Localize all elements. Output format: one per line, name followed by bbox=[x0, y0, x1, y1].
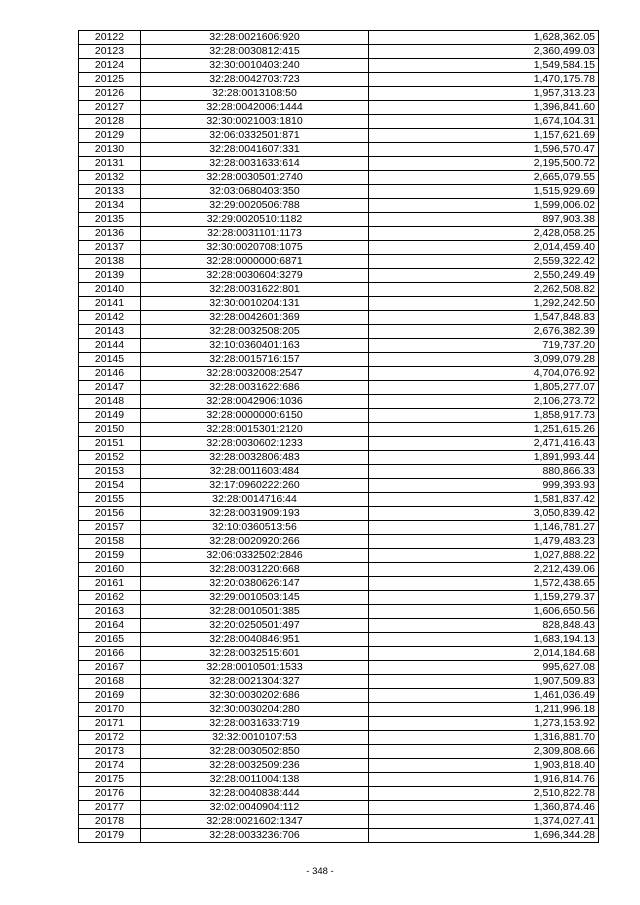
table-row bbox=[79, 479, 599, 493]
cadastral-number-cell: 32:02:0040904:112 bbox=[141, 801, 369, 815]
table-row bbox=[79, 563, 599, 577]
cadastral-number-cell: 32:28:0000000:6150 bbox=[141, 409, 369, 423]
cadastral-value-cell: 2,428,058.25 bbox=[369, 227, 599, 241]
record-number-cell: 20156 bbox=[79, 507, 141, 521]
cadastral-value-cell: 2,014,184.68 bbox=[369, 647, 599, 661]
record-number-cell: 20123 bbox=[79, 45, 141, 59]
cadastral-number-cell: 32:28:0030501:2740 bbox=[141, 171, 369, 185]
record-number-cell: 20147 bbox=[79, 381, 141, 395]
record-number-cell: 20127 bbox=[79, 101, 141, 115]
cadastral-number-cell: 32:28:0042906:1036 bbox=[141, 395, 369, 409]
table-row bbox=[79, 759, 599, 773]
table-row bbox=[79, 115, 599, 129]
cadastral-value-cell: 1,957,313.23 bbox=[369, 87, 599, 101]
table-row bbox=[79, 213, 599, 227]
record-number-cell: 20174 bbox=[79, 759, 141, 773]
cadastral-value-cell: 1,907,509.83 bbox=[369, 675, 599, 689]
cadastral-number-cell: 32:28:0031622:686 bbox=[141, 381, 369, 395]
record-number-cell: 20143 bbox=[79, 325, 141, 339]
cadastral-value-cell: 1,572,438.65 bbox=[369, 577, 599, 591]
cadastral-value-cell: 1,596,570.47 bbox=[369, 143, 599, 157]
record-number-cell: 20167 bbox=[79, 661, 141, 675]
cadastral-number-cell: 32:10:0360513:56 bbox=[141, 521, 369, 535]
table-row bbox=[79, 381, 599, 395]
table-row bbox=[79, 451, 599, 465]
record-number-cell: 20138 bbox=[79, 255, 141, 269]
table-row bbox=[79, 577, 599, 591]
cadastral-number-cell: 32:20:0250501:497 bbox=[141, 619, 369, 633]
cadastral-value-cell: 1,461,036.49 bbox=[369, 689, 599, 703]
cadastral-number-cell: 32:28:0042703:723 bbox=[141, 73, 369, 87]
record-number-cell: 20177 bbox=[79, 801, 141, 815]
cadastral-value-cell: 1,027,888.22 bbox=[369, 549, 599, 563]
cadastral-value-cell: 880,866.33 bbox=[369, 465, 599, 479]
record-number-cell: 20132 bbox=[79, 171, 141, 185]
cadastral-number-cell: 32:28:0031101:1173 bbox=[141, 227, 369, 241]
table-row bbox=[79, 269, 599, 283]
record-number-cell: 20128 bbox=[79, 115, 141, 129]
cadastral-number-cell: 32:28:0041607:331 bbox=[141, 143, 369, 157]
record-number-cell: 20175 bbox=[79, 773, 141, 787]
table-row bbox=[79, 661, 599, 675]
cadastral-number-cell: 32:28:0030812:415 bbox=[141, 45, 369, 59]
table-row bbox=[79, 311, 599, 325]
cadastral-value-cell: 2,550,249.49 bbox=[369, 269, 599, 283]
cadastral-value-cell: 1,581,837.42 bbox=[369, 493, 599, 507]
cadastral-value-cell: 1,360,874.46 bbox=[369, 801, 599, 815]
cadastral-value-cell: 1,628,362.05 bbox=[369, 31, 599, 45]
cadastral-number-cell: 32:29:0020506:788 bbox=[141, 199, 369, 213]
cadastral-value-cell: 1,674,104.31 bbox=[369, 115, 599, 129]
record-number-cell: 20162 bbox=[79, 591, 141, 605]
cadastral-value-cell: 2,262,508.82 bbox=[369, 283, 599, 297]
record-number-cell: 20160 bbox=[79, 563, 141, 577]
table-row bbox=[79, 297, 599, 311]
cadastral-value-cell: 3,050,839.42 bbox=[369, 507, 599, 521]
record-number-cell: 20148 bbox=[79, 395, 141, 409]
table-row bbox=[79, 283, 599, 297]
table-row bbox=[79, 717, 599, 731]
table-row bbox=[79, 241, 599, 255]
record-number-cell: 20141 bbox=[79, 297, 141, 311]
record-number-cell: 20134 bbox=[79, 199, 141, 213]
table-row bbox=[79, 815, 599, 829]
cadastral-value-cell: 1,251,615.26 bbox=[369, 423, 599, 437]
cadastral-value-cell: 2,360,499.03 bbox=[369, 45, 599, 59]
cadastral-number-cell: 32:28:0030604:3279 bbox=[141, 269, 369, 283]
record-number-cell: 20151 bbox=[79, 437, 141, 451]
record-number-cell: 20168 bbox=[79, 675, 141, 689]
cadastral-value-cell: 1,515,929.69 bbox=[369, 185, 599, 199]
table-row bbox=[79, 171, 599, 185]
table-row bbox=[79, 185, 599, 199]
cadastral-number-cell: 32:06:0332501:871 bbox=[141, 129, 369, 143]
table-row bbox=[79, 731, 599, 745]
table-row bbox=[79, 129, 599, 143]
cadastral-value-cell: 1,273,153.92 bbox=[369, 717, 599, 731]
cadastral-value-cell: 995,627.08 bbox=[369, 661, 599, 675]
table-row bbox=[79, 45, 599, 59]
record-number-cell: 20130 bbox=[79, 143, 141, 157]
cadastral-number-cell: 32:28:0014716:44 bbox=[141, 493, 369, 507]
cadastral-value-cell: 719,737.20 bbox=[369, 339, 599, 353]
cadastral-value-cell: 1,891,993.44 bbox=[369, 451, 599, 465]
cadastral-number-cell: 32:28:0030602:1233 bbox=[141, 437, 369, 451]
cadastral-number-cell: 32:28:0015301:2120 bbox=[141, 423, 369, 437]
record-number-cell: 20171 bbox=[79, 717, 141, 731]
record-number-cell: 20165 bbox=[79, 633, 141, 647]
cadastral-number-cell: 32:28:0031220:668 bbox=[141, 563, 369, 577]
cadastral-value-cell: 2,510,822.78 bbox=[369, 787, 599, 801]
page-number: - 348 - bbox=[306, 866, 334, 877]
cadastral-number-cell: 32:28:0042006:1444 bbox=[141, 101, 369, 115]
table-row bbox=[79, 801, 599, 815]
table-row bbox=[79, 773, 599, 787]
table-row bbox=[79, 157, 599, 171]
table-row bbox=[79, 409, 599, 423]
cadastral-value-cell: 897,903.38 bbox=[369, 213, 599, 227]
record-number-cell: 20155 bbox=[79, 493, 141, 507]
record-number-cell: 20157 bbox=[79, 521, 141, 535]
cadastral-number-cell: 32:28:0031909:193 bbox=[141, 507, 369, 521]
table-row bbox=[79, 367, 599, 381]
record-number-cell: 20169 bbox=[79, 689, 141, 703]
cadastral-number-cell: 32:28:0032806:483 bbox=[141, 451, 369, 465]
cadastral-value-cell: 1,146,781.27 bbox=[369, 521, 599, 535]
record-number-cell: 20131 bbox=[79, 157, 141, 171]
cadastral-value-cell: 1,470,175.78 bbox=[369, 73, 599, 87]
record-number-cell: 20153 bbox=[79, 465, 141, 479]
table-row bbox=[79, 633, 599, 647]
cadastral-number-cell: 32:28:0031633:719 bbox=[141, 717, 369, 731]
record-number-cell: 20159 bbox=[79, 549, 141, 563]
cadastral-number-cell: 32:30:0010403:240 bbox=[141, 59, 369, 73]
table-row bbox=[79, 353, 599, 367]
cadastral-value-cell: 2,195,500.72 bbox=[369, 157, 599, 171]
table-row bbox=[79, 605, 599, 619]
table-row bbox=[79, 255, 599, 269]
record-number-cell: 20124 bbox=[79, 59, 141, 73]
table-row bbox=[79, 59, 599, 73]
table-row bbox=[79, 465, 599, 479]
record-number-cell: 20149 bbox=[79, 409, 141, 423]
record-number-cell: 20140 bbox=[79, 283, 141, 297]
cadastral-value-cell: 2,212,439.06 bbox=[369, 563, 599, 577]
table-row bbox=[79, 787, 599, 801]
cadastral-value-cell: 1,916,814.76 bbox=[369, 773, 599, 787]
cadastral-value-cell: 1,292,242.50 bbox=[369, 297, 599, 311]
table-row bbox=[79, 549, 599, 563]
cadastral-number-cell: 32:28:0032508:205 bbox=[141, 325, 369, 339]
cadastral-number-cell: 32:28:0032008:2547 bbox=[141, 367, 369, 381]
table-row bbox=[79, 591, 599, 605]
cadastral-number-cell: 32:28:0010501:385 bbox=[141, 605, 369, 619]
cadastral-number-cell: 32:28:0021606:920 bbox=[141, 31, 369, 45]
cadastral-number-cell: 32:28:0042601:369 bbox=[141, 311, 369, 325]
record-number-cell: 20145 bbox=[79, 353, 141, 367]
record-number-cell: 20176 bbox=[79, 787, 141, 801]
record-number-cell: 20172 bbox=[79, 731, 141, 745]
table-row bbox=[79, 325, 599, 339]
cadastral-value-cell: 3,099,079.28 bbox=[369, 353, 599, 367]
cadastral-value-cell: 2,309,808.66 bbox=[369, 745, 599, 759]
table-row bbox=[79, 703, 599, 717]
cadastral-number-cell: 32:28:0031633:614 bbox=[141, 157, 369, 171]
record-number-cell: 20164 bbox=[79, 619, 141, 633]
cadastral-value-cell: 1,211,996.18 bbox=[369, 703, 599, 717]
table-row bbox=[79, 507, 599, 521]
cadastral-number-cell: 32:20:0380626:147 bbox=[141, 577, 369, 591]
cadastral-value-cell: 1,696,344.28 bbox=[369, 829, 599, 843]
record-number-cell: 20137 bbox=[79, 241, 141, 255]
record-number-cell: 20122 bbox=[79, 31, 141, 45]
cadastral-value-cell: 2,665,079.55 bbox=[369, 171, 599, 185]
table-row bbox=[79, 227, 599, 241]
cadastral-value-cell: 1,374,027.41 bbox=[369, 815, 599, 829]
table-row bbox=[79, 143, 599, 157]
cadastral-value-cell: 1,903,818.40 bbox=[369, 759, 599, 773]
record-number-cell: 20173 bbox=[79, 745, 141, 759]
cadastral-number-cell: 32:28:0011603:484 bbox=[141, 465, 369, 479]
cadastral-number-cell: 32:32:0010107:53 bbox=[141, 731, 369, 745]
record-number-cell: 20136 bbox=[79, 227, 141, 241]
record-number-cell: 20146 bbox=[79, 367, 141, 381]
cadastral-value-cell: 2,676,382.39 bbox=[369, 325, 599, 339]
cadastral-number-cell: 32:28:0020920:266 bbox=[141, 535, 369, 549]
cadastral-number-cell: 32:06:0332502:2846 bbox=[141, 549, 369, 563]
table-row bbox=[79, 521, 599, 535]
cadastral-number-cell: 32:30:0010204:131 bbox=[141, 297, 369, 311]
cadastral-number-cell: 32:30:0030202:686 bbox=[141, 689, 369, 703]
table-row bbox=[79, 73, 599, 87]
table-row bbox=[79, 395, 599, 409]
table-row bbox=[79, 675, 599, 689]
cadastral-number-cell: 32:03:0680403:350 bbox=[141, 185, 369, 199]
record-number-cell: 20163 bbox=[79, 605, 141, 619]
cadastral-value-cell: 1,396,841.60 bbox=[369, 101, 599, 115]
record-number-cell: 20135 bbox=[79, 213, 141, 227]
table-row bbox=[79, 745, 599, 759]
cadastral-number-cell: 32:28:0032509:236 bbox=[141, 759, 369, 773]
cadastral-number-cell: 32:28:0021602:1347 bbox=[141, 815, 369, 829]
cadastral-value-cell: 1,159,279.37 bbox=[369, 591, 599, 605]
record-number-cell: 20170 bbox=[79, 703, 141, 717]
record-number-cell: 20158 bbox=[79, 535, 141, 549]
cadastral-value-cell: 1,606,650.56 bbox=[369, 605, 599, 619]
cadastral-number-cell: 32:28:0032515:601 bbox=[141, 647, 369, 661]
cadastral-number-cell: 32:28:0031622:801 bbox=[141, 283, 369, 297]
cadastral-value-cell: 2,014,459.40 bbox=[369, 241, 599, 255]
cadastral-number-cell: 32:28:0021304:327 bbox=[141, 675, 369, 689]
cadastral-number-cell: 32:29:0020510:1182 bbox=[141, 213, 369, 227]
table-row bbox=[79, 87, 599, 101]
cadastral-value-cell: 1,683,194.13 bbox=[369, 633, 599, 647]
record-number-cell: 20179 bbox=[79, 829, 141, 843]
record-number-cell: 20166 bbox=[79, 647, 141, 661]
cadastral-number-cell: 32:28:0010501:1533 bbox=[141, 661, 369, 675]
table-row bbox=[79, 437, 599, 451]
cadastral-number-cell: 32:28:0013108:50 bbox=[141, 87, 369, 101]
record-number-cell: 20142 bbox=[79, 311, 141, 325]
record-number-cell: 20125 bbox=[79, 73, 141, 87]
table-row bbox=[79, 423, 599, 437]
record-number-cell: 20129 bbox=[79, 129, 141, 143]
cadastral-number-cell: 32:28:0000000:6871 bbox=[141, 255, 369, 269]
cadastral-number-cell: 32:17:0960222:260 bbox=[141, 479, 369, 493]
table-row bbox=[79, 101, 599, 115]
record-number-cell: 20139 bbox=[79, 269, 141, 283]
table-row bbox=[79, 619, 599, 633]
cadastral-number-cell: 32:28:0030502:850 bbox=[141, 745, 369, 759]
cadastral-number-cell: 32:30:0021003:1810 bbox=[141, 115, 369, 129]
record-number-cell: 20178 bbox=[79, 815, 141, 829]
table-row bbox=[79, 199, 599, 213]
cadastral-number-cell: 32:28:0040838:444 bbox=[141, 787, 369, 801]
cadastral-value-cell: 2,559,322.42 bbox=[369, 255, 599, 269]
record-number-cell: 20126 bbox=[79, 87, 141, 101]
record-number-cell: 20144 bbox=[79, 339, 141, 353]
cadastral-number-cell: 32:28:0011004:138 bbox=[141, 773, 369, 787]
record-number-cell: 20161 bbox=[79, 577, 141, 591]
cadastral-table bbox=[78, 30, 599, 843]
cadastral-number-cell: 32:30:0030204:280 bbox=[141, 703, 369, 717]
table-row bbox=[79, 689, 599, 703]
cadastral-value-cell: 2,471,416.43 bbox=[369, 437, 599, 451]
cadastral-value-cell: 1,157,621.69 bbox=[369, 129, 599, 143]
cadastral-value-cell: 828,848.43 bbox=[369, 619, 599, 633]
cadastral-value-cell: 2,106,273.72 bbox=[369, 395, 599, 409]
record-number-cell: 20152 bbox=[79, 451, 141, 465]
table-row bbox=[79, 339, 599, 353]
cadastral-value-cell: 1,549,584.15 bbox=[369, 59, 599, 73]
table-row bbox=[79, 493, 599, 507]
cadastral-table-body bbox=[79, 31, 599, 843]
cadastral-value-cell: 999,393.93 bbox=[369, 479, 599, 493]
cadastral-number-cell: 32:28:0015716:157 bbox=[141, 353, 369, 367]
cadastral-value-cell: 1,599,006.02 bbox=[369, 199, 599, 213]
cadastral-value-cell: 1,547,848.83 bbox=[369, 311, 599, 325]
record-number-cell: 20150 bbox=[79, 423, 141, 437]
table-row bbox=[79, 647, 599, 661]
record-number-cell: 20154 bbox=[79, 479, 141, 493]
cadastral-number-cell: 32:29:0010503:145 bbox=[141, 591, 369, 605]
cadastral-value-cell: 1,858,917.73 bbox=[369, 409, 599, 423]
table-row bbox=[79, 31, 599, 45]
cadastral-number-cell: 32:10:0360401:163 bbox=[141, 339, 369, 353]
table-row bbox=[79, 535, 599, 549]
record-number-cell: 20133 bbox=[79, 185, 141, 199]
cadastral-number-cell: 32:28:0033236:706 bbox=[141, 829, 369, 843]
cadastral-value-cell: 1,479,483.23 bbox=[369, 535, 599, 549]
cadastral-number-cell: 32:30:0020708:1075 bbox=[141, 241, 369, 255]
cadastral-number-cell: 32:28:0040846:951 bbox=[141, 633, 369, 647]
cadastral-value-cell: 4,704,076.92 bbox=[369, 367, 599, 381]
cadastral-value-cell: 1,805,277.07 bbox=[369, 381, 599, 395]
cadastral-value-cell: 1,316,881.70 bbox=[369, 731, 599, 745]
table-row bbox=[79, 829, 599, 843]
